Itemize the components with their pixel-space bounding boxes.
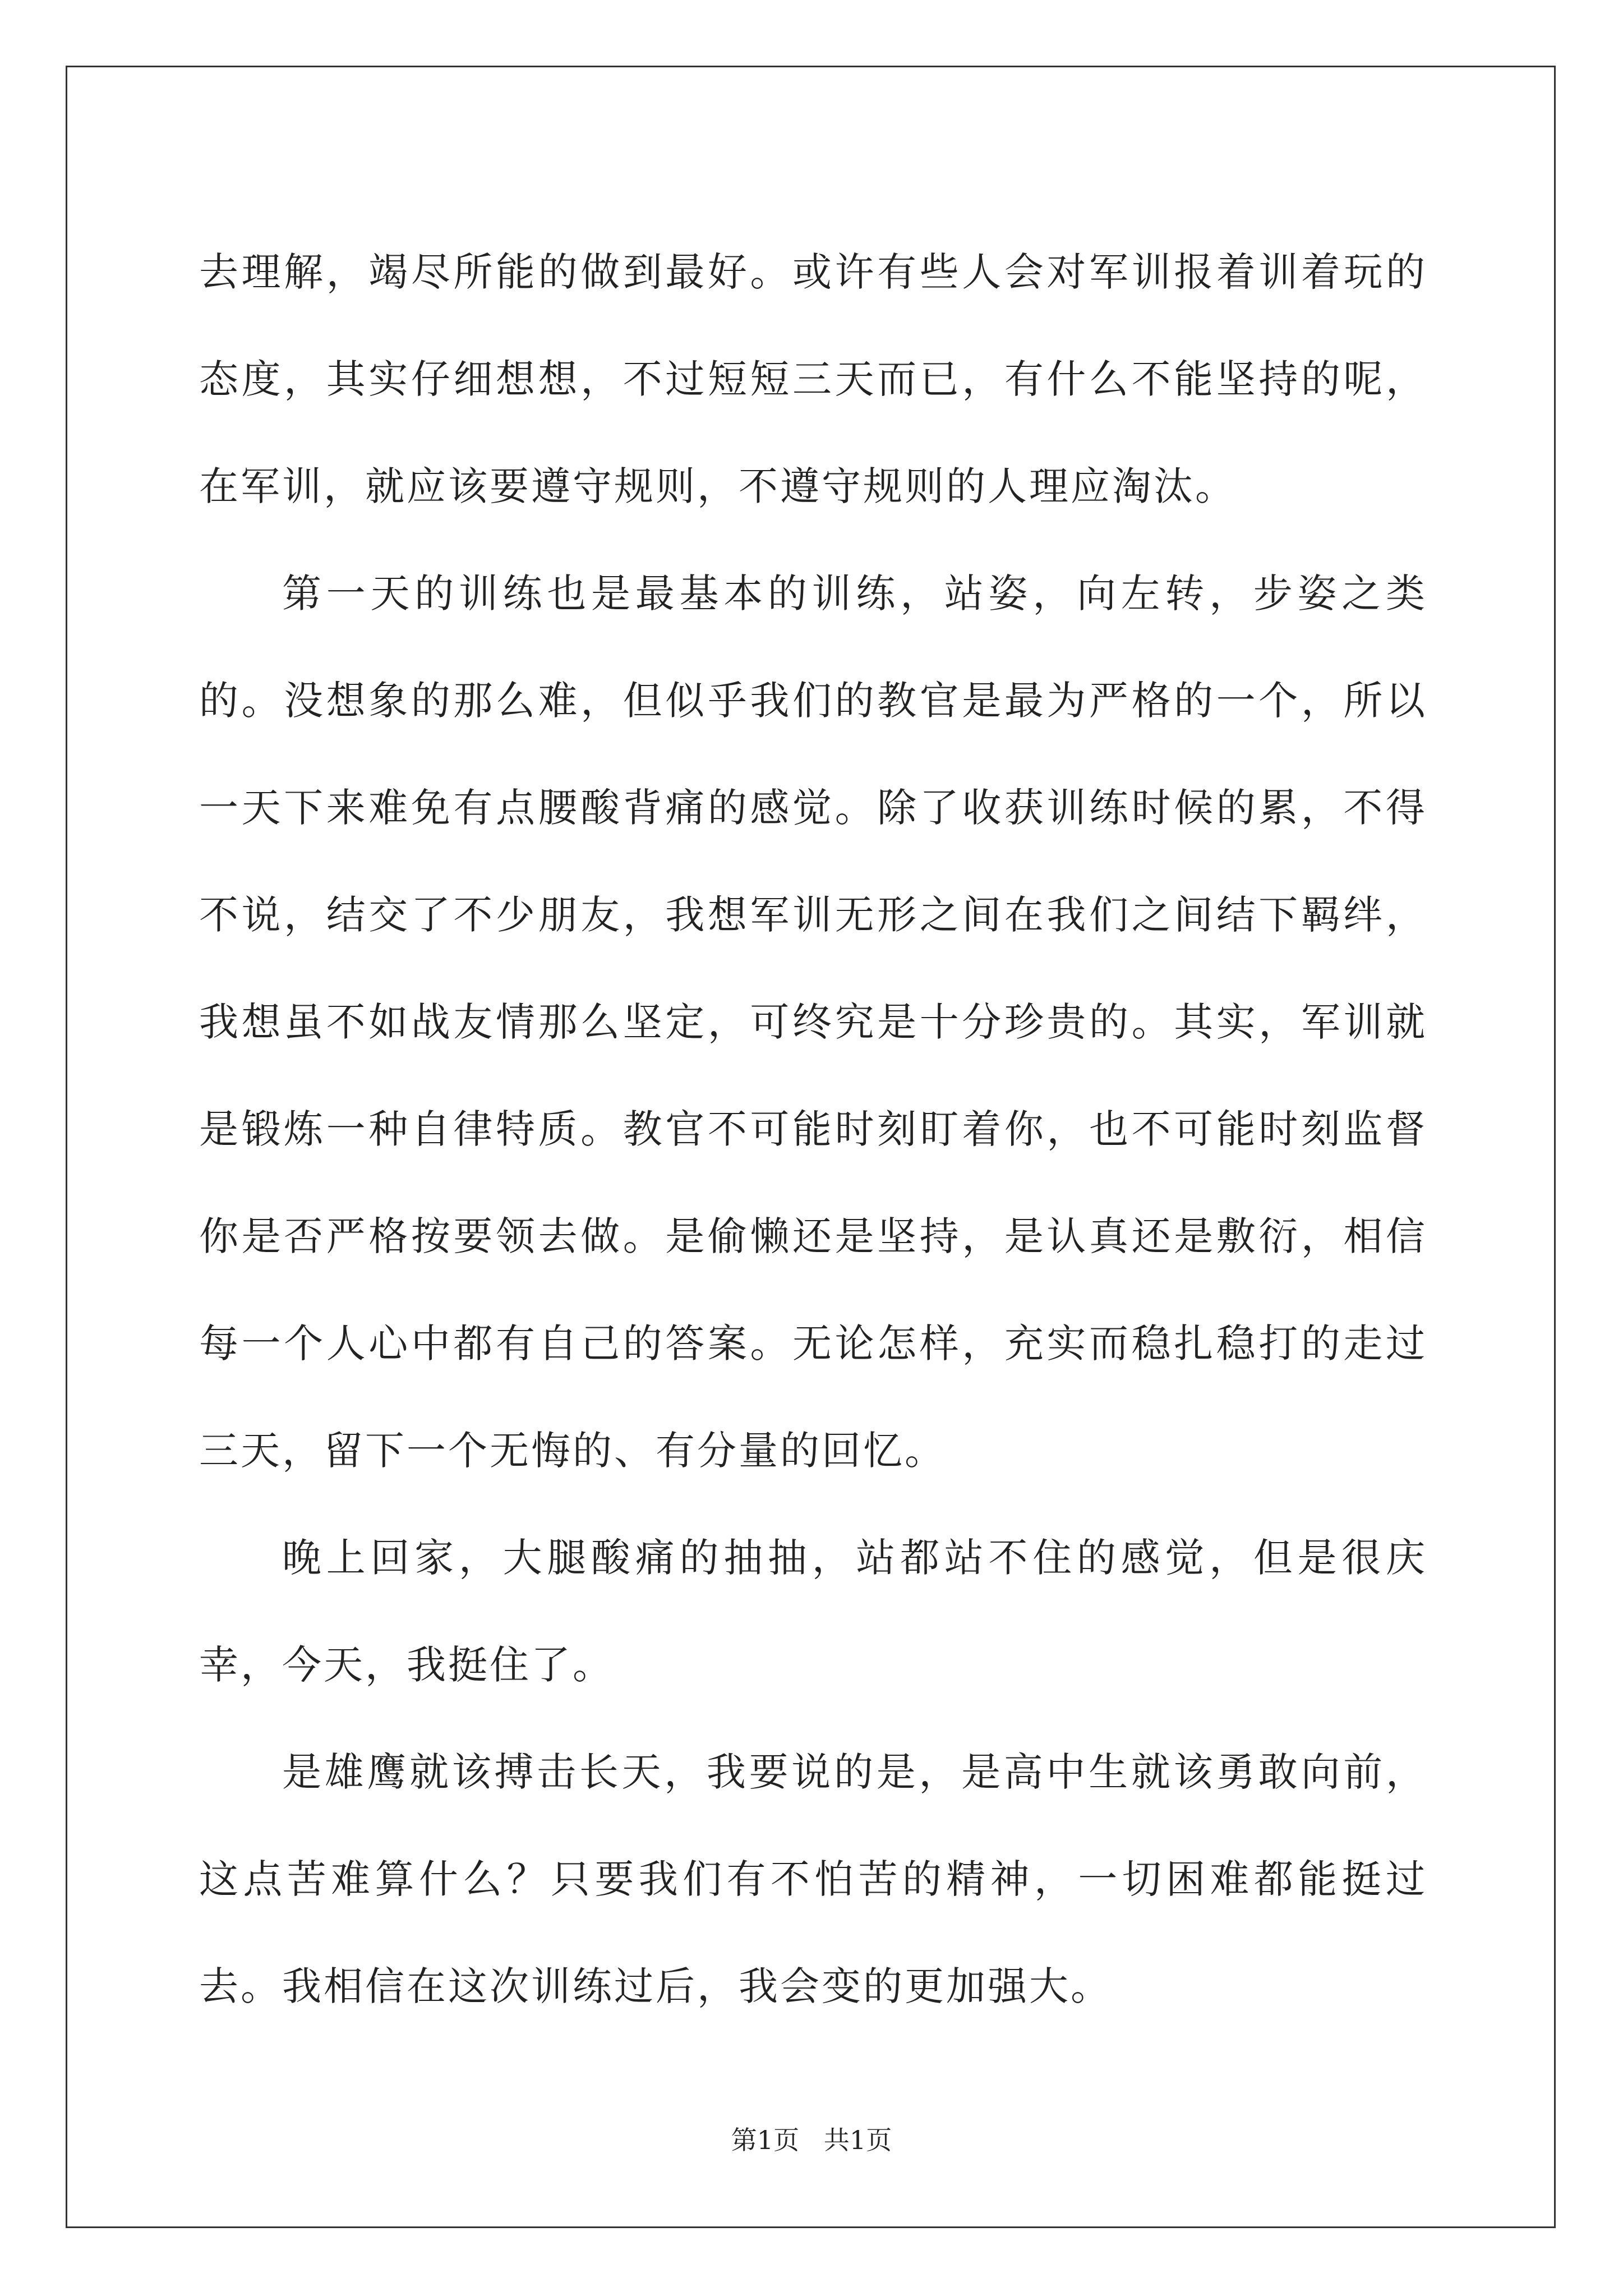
paragraph-4: 是雄鹰就该搏击长天，我要说的是，是高中生就该勇敢向前，这点苦难算什么？只要我们有不怕苦的精神，一切困难都能挺过去。我相信在这次训练过后，我会变的更加强大。	[199, 1749, 1427, 2009]
paragraph-1: 去理解，竭尽所能的做到最好。或许有些人会对军训报着训着玩的态度，其实仔细想想，不过短短三天而已，有什么不能坚持的呢，在军训，就应该要遵守规则，不遵守规则的人理应淘汰。	[199, 249, 1427, 509]
page-number-footer: 第1页 共1页	[731, 2125, 892, 2155]
document-body	[199, 219, 1427, 2040]
paragraph-3: 晚上回家，大腿酸痛的抽抽，站都站不住的感觉，但是很庆幸，今天，我挺住了。	[199, 1535, 1427, 1688]
paragraph-2: 第一天的训练也是最基本的训练，站姿，向左转，步姿之类的。没想象的那么难，但似乎我们的教官是最为严格的一个，所以一天下来难免有点腰酸背痛的感觉。除了收获训练时候的累，不得不说，结交了不少朋友，我想军训无形之间在我们之间结下羁绊，我想虽不如战友情那么坚定，可终究是十分珍贵的。其实，军训就是锻炼一种自律特质。教官不可能时刻盯着你，也不可能时刻监督你是否严格按要领去做。是偷懒还是坚持，是认真还是敷衍，相信每一个人心中都有自己的答案。无论怎样，充实而稳扎稳打的走过三天，留下一个无悔的、有分量的回忆。	[199, 570, 1427, 1474]
